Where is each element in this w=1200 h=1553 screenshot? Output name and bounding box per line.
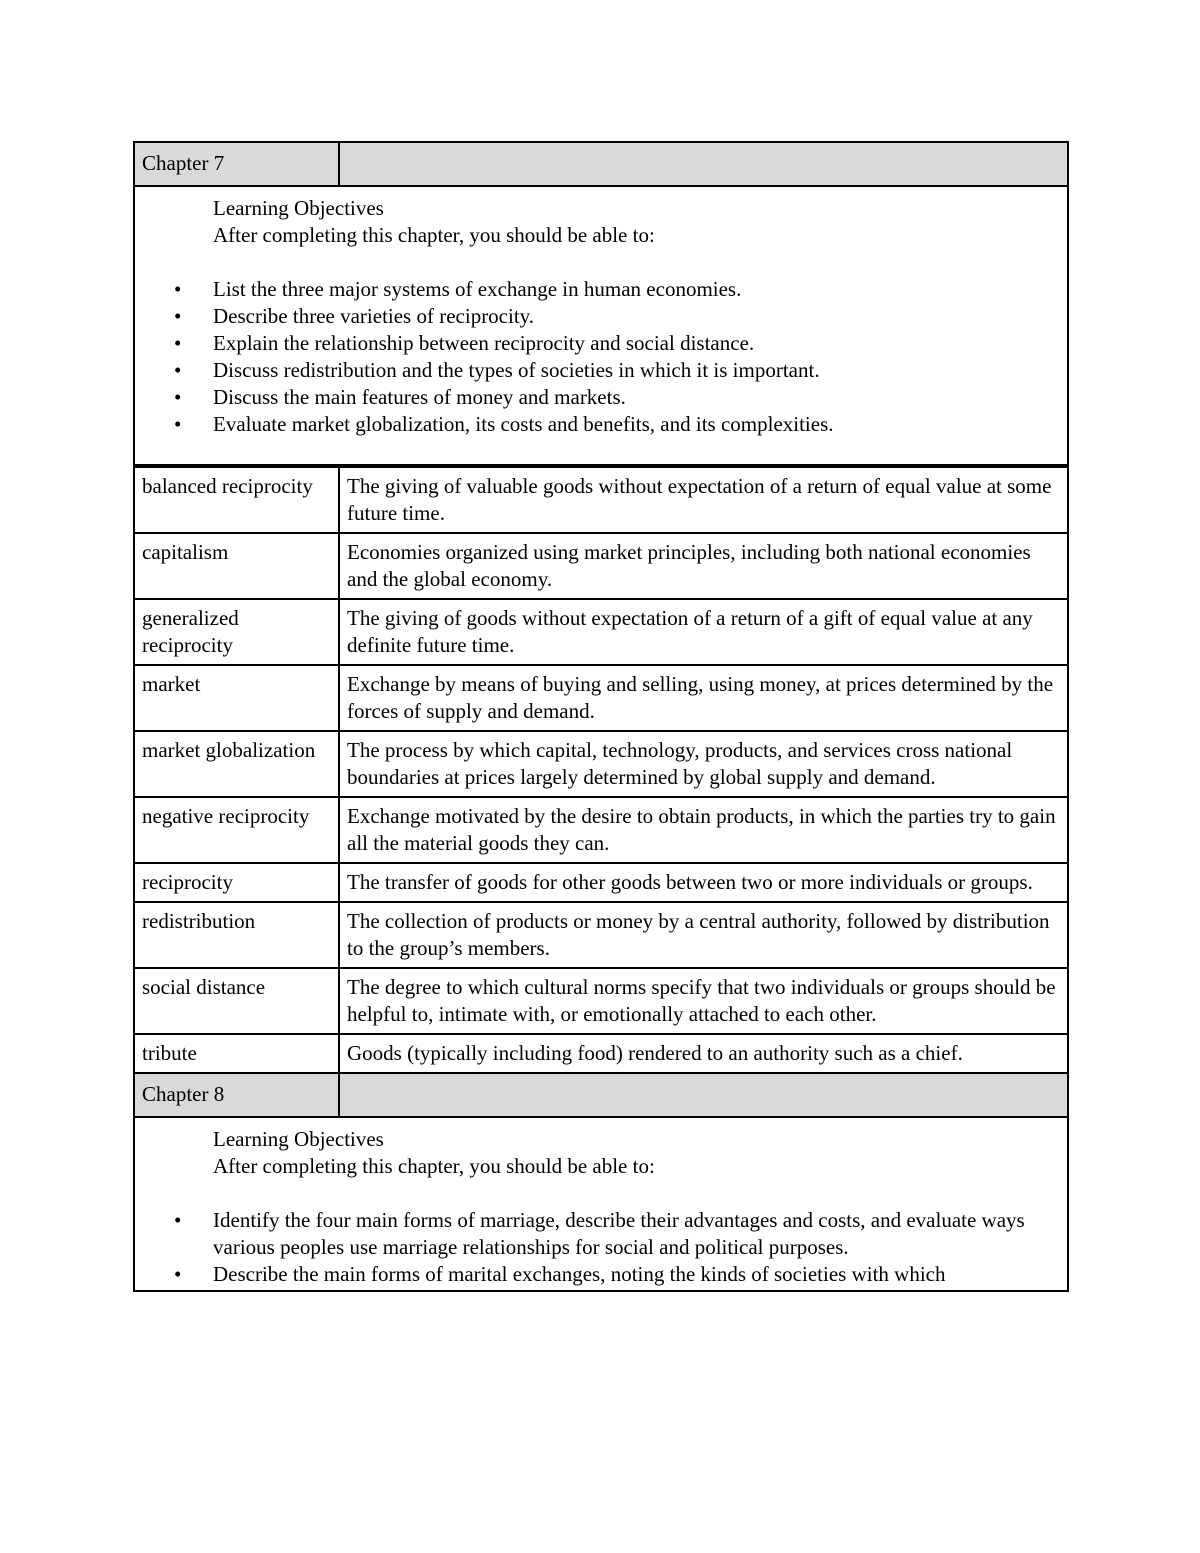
objectives-heading: Learning Objectives	[213, 196, 384, 220]
term-row	[134, 599, 1068, 665]
objectives-intro: After completing this chapter, you should be able to:	[213, 1154, 655, 1178]
definition: Economies organized using market principles, including both national economies and the global economy.	[339, 533, 1068, 599]
objective-item: • Describe the main forms of marital exchanges, noting the kinds of societies with which	[213, 1261, 1057, 1288]
term-row	[134, 902, 1068, 968]
term: negative reciprocity	[134, 797, 339, 863]
term: balanced reciprocity	[134, 466, 339, 533]
chapter-8-title: Chapter 8	[134, 1073, 339, 1117]
term: market	[134, 665, 339, 731]
chapter-8-header-blank	[339, 1073, 1068, 1117]
term: redistribution	[134, 902, 339, 968]
chapter-7-header-row	[134, 142, 1068, 186]
definition: Goods (typically including food) rendered to an authority such as a chief.	[339, 1034, 1068, 1073]
objectives-list	[145, 1207, 1057, 1288]
term: social distance	[134, 968, 339, 1034]
objective-item: • Discuss the main features of money and markets.	[213, 384, 1057, 411]
definition: The collection of products or money by a central authority, followed by distribution to the group’s members.	[339, 902, 1068, 968]
definition: The giving of goods without expectation of a return of a gift of equal value at any definite future time.	[339, 599, 1068, 665]
term-row	[134, 968, 1068, 1034]
objective-item: • List the three major systems of exchange in human economies.	[213, 276, 1057, 303]
term-row	[134, 797, 1068, 863]
term-row	[134, 466, 1068, 533]
objectives-heading: Learning Objectives	[213, 1127, 384, 1151]
objectives-list	[145, 276, 1057, 438]
term-row	[134, 863, 1068, 902]
glossary-table	[133, 141, 1069, 1292]
chapter-7-header-blank	[339, 142, 1068, 186]
definition: Exchange by means of buying and selling, using money, at prices determined by the forces of supply and demand.	[339, 665, 1068, 731]
term-row	[134, 1034, 1068, 1073]
objective-item: • Identify the four main forms of marriage, describe their advantages and costs, and evaluate ways various peoples use marriage relationships for social and political purposes.	[213, 1207, 1057, 1261]
term-row	[134, 533, 1068, 599]
term: generalized reciprocity	[134, 599, 339, 665]
objective-item: • Explain the relationship between reciprocity and social distance.	[213, 330, 1057, 357]
objective-item: • Evaluate market globalization, its costs and benefits, and its complexities.	[213, 411, 1057, 438]
definition: The transfer of goods for other goods between two or more individuals or groups.	[339, 863, 1068, 902]
chapter-8-objectives	[134, 1117, 1068, 1291]
definition: The process by which capital, technology, products, and services cross national boundaries at prices largely determined by global supply and demand.	[339, 731, 1068, 797]
objective-item: • Discuss redistribution and the types of societies in which it is important.	[213, 357, 1057, 384]
term: reciprocity	[134, 863, 339, 902]
chapter-7-title: Chapter 7	[134, 142, 339, 186]
chapter-7-objectives	[134, 186, 1068, 466]
definition: The giving of valuable goods without expectation of a return of equal value at some future time.	[339, 466, 1068, 533]
objective-item: • Describe three varieties of reciprocity.	[213, 303, 1057, 330]
term-row	[134, 665, 1068, 731]
definition: The degree to which cultural norms specify that two individuals or groups should be helpful to, intimate with, or emotionally attached to each other.	[339, 968, 1068, 1034]
term: capitalism	[134, 533, 339, 599]
chapter-8-objectives-row	[134, 1117, 1068, 1291]
chapter-8-header-row	[134, 1073, 1068, 1117]
term: market globalization	[134, 731, 339, 797]
objectives-intro: After completing this chapter, you should be able to:	[213, 223, 655, 247]
chapter-7-objectives-row	[134, 186, 1068, 466]
term: tribute	[134, 1034, 339, 1073]
term-row	[134, 731, 1068, 797]
definition: Exchange motivated by the desire to obtain products, in which the parties try to gain all the material goods they can.	[339, 797, 1068, 863]
